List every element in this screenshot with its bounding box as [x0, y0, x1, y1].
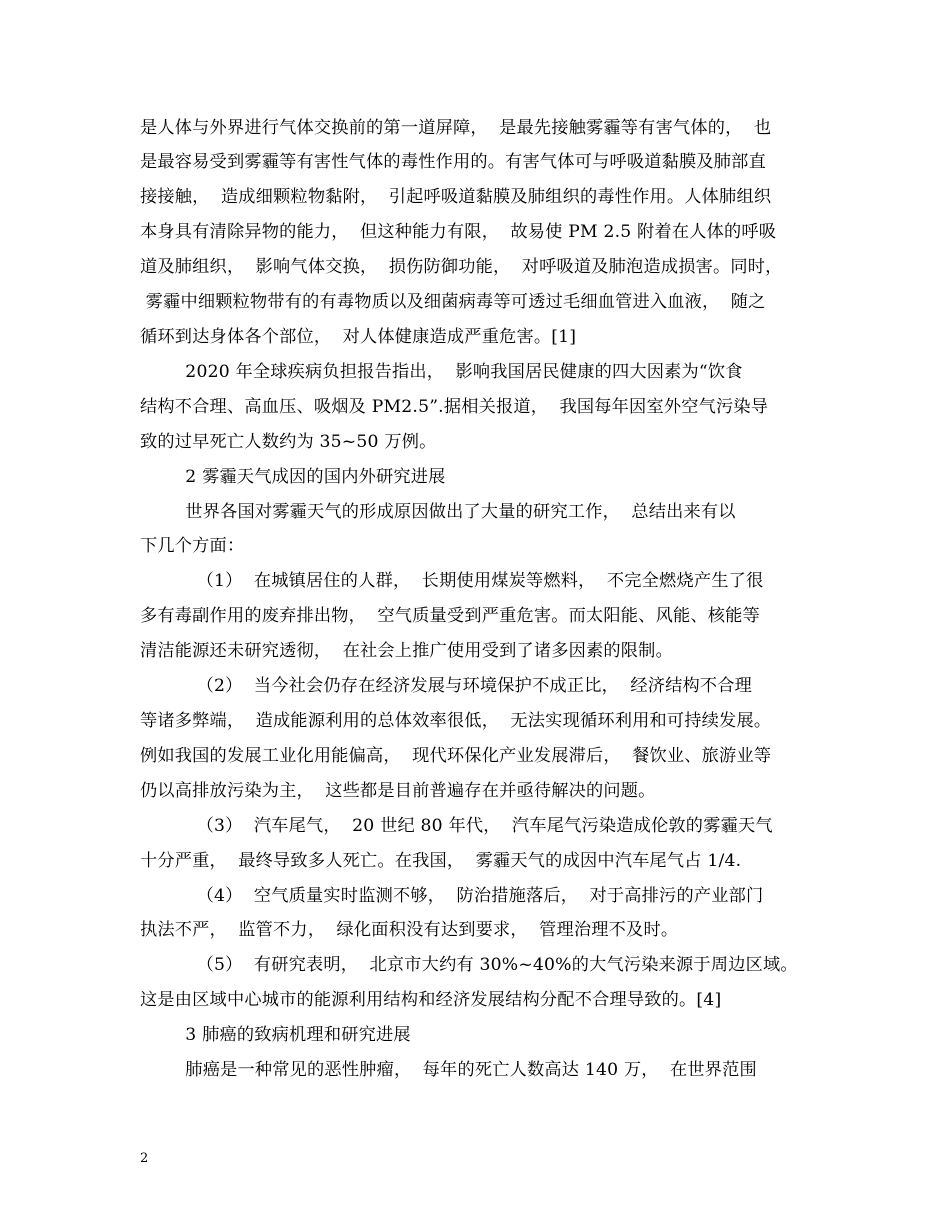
text-line: 本身具有清除异物的能力， 但这种能力有限， 故易使 PM 2.5 附着在人体的呼吸 — [140, 222, 777, 242]
text-line: 接接触， 造成细颗粒物黏附， 引起呼吸道黏膜及肺组织的毒性作用。人体肺组织 — [140, 187, 772, 207]
text-line: 下几个方面： — [140, 536, 245, 556]
text-line: 世界各国对雾霾天气的形成原因做出了大量的研究工作， 总结出来有以 — [140, 502, 736, 522]
text-line: 仍以高排放污染为主， 这些都是目前普遍存在并亟待解决的问题。 — [140, 781, 656, 801]
section-heading: 2 雾霾天气成因的国内外研究进展 — [140, 467, 446, 487]
text-line: 例如我国的发展工业化用能偏高， 现代环保化产业发展滞后， 餐饮业、旅游业等 — [140, 746, 772, 766]
text-line: （4） 空气质量实时监测不够， 防治措施落后， 对于高排污的产业部门 — [140, 886, 764, 906]
page-number: 2 — [140, 1151, 149, 1166]
text-line: 是最容易受到雾霾等有害性气体的毒性作用的。有害气体可与呼吸道黏膜及肺部直 — [140, 152, 766, 172]
text-line: 结构不合理、高血压、吸烟及 PM2.5”.据相关报道， 我国每年因室外空气污染导 — [140, 397, 769, 417]
text-line: 执法不严， 监管不力， 绿化面积没有达到要求， 管理治理不及时。 — [140, 920, 679, 940]
text-line: 十分严重， 最终导致多人死亡。在我国， 雾霾天气的成因中汽车尾气占 1/4. — [140, 851, 742, 871]
text-line: 等诸多弊端， 造成能源利用的总体效率很低， 无法实现循环利用和可持续发展。 — [140, 711, 772, 731]
text-line: 多有毒副作用的废弃排出物， 空气质量受到严重危害。而太阳能、风能、核能等 — [140, 606, 760, 626]
text-line: 道及肺组织， 影响气体交换， 损伤防御功能， 对呼吸道及肺泡造成损害。同时， — [140, 257, 783, 277]
text-line: 循环到达身体各个部位， 对人体健康造成严重危害。[1] — [140, 327, 577, 347]
text-line: 2020 年全球疾病负担报告指出， 影响我国居民健康的四大因素为“饮食 — [140, 362, 743, 382]
text-line: 清洁能源还未研究透彻， 在社会上推广使用受到了诸多因素的限制。 — [140, 641, 673, 661]
text-line: 肺癌是一种常见的恶性肿瘤， 每年的死亡人数高达 140 万， 在世界范围 — [140, 1060, 757, 1080]
text-line: 致的过早死亡人数约为 35~50 万例。 — [140, 432, 437, 452]
text-line: （3） 汽车尾气， 20 世纪 80 年代， 汽车尾气污染造成伦敦的雾霾天气 — [140, 816, 773, 836]
text-line: （5） 有研究表明， 北京市大约有 30%~40%的大气污染来源于周边区域。 — [140, 955, 798, 975]
section-heading: 3 肺癌的致病机理和研究进展 — [140, 1025, 411, 1045]
text-line: （1） 在城镇居住的人群， 长期使用煤炭等燃料， 不完全燃烧产生了很 — [140, 571, 764, 591]
text-line: （2） 当今社会仍存在经济发展与环境保护不成正比， 经济结构不合理 — [140, 676, 753, 696]
text-line: 这是由区域中心城市的能源利用结构和经济发展结构分配不合理导致的。[4] — [140, 990, 722, 1010]
text-line: 雾霾中细颗粒物带有的有毒物质以及细菌病毒等可透过毛细血管进入血液， 随之 — [140, 292, 766, 312]
text-line: 是人体与外界进行气体交换前的第一道屏障， 是最先接触雾霾等有害气体的， 也 — [140, 118, 772, 138]
